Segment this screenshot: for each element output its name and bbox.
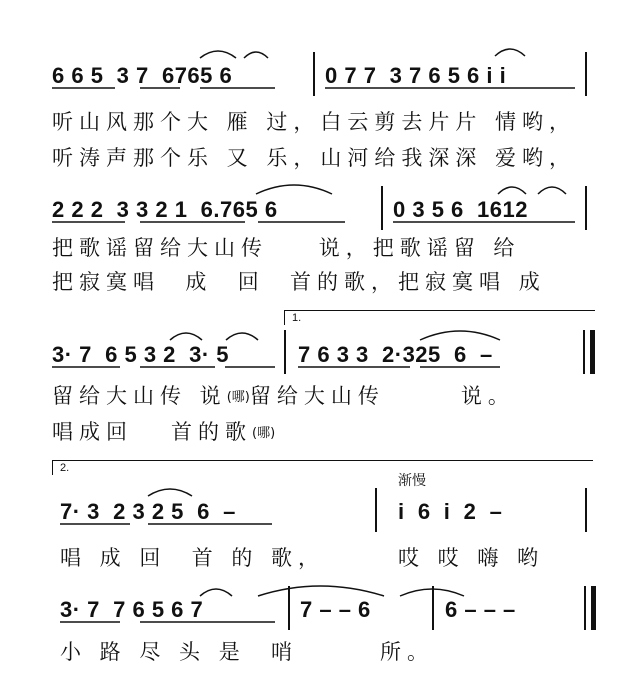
notation-line-3a: 3· 7 6 5 3 2 3· 5 [52, 342, 230, 367]
notation-line-1b: 0 7 7 3 7 6 5 6 i i [325, 63, 507, 88]
slur [256, 185, 332, 194]
slur [538, 187, 566, 194]
slur [200, 589, 232, 596]
notation-line-4b: i 6 i 2 – [398, 499, 503, 524]
volta-label-2: 2. [60, 462, 70, 474]
lyric-small: (哪) [226, 389, 250, 405]
slur [420, 331, 500, 340]
notation-line-5a: 3· 7 7 6 5 6 7 [60, 597, 204, 622]
lyric-line-5a: 小 路 尽 头 是 哨 [60, 640, 299, 664]
lyric-segment: 留给大山传 说 [52, 384, 227, 408]
slur [498, 187, 526, 194]
lyric-line-5b: 所。 [380, 640, 434, 664]
slur [148, 489, 192, 496]
lyric-line-1a: 听山风那个大 雁 过，白云剪去片片 情哟， [52, 110, 577, 134]
slur [400, 589, 464, 596]
lyric-line-4a: 唱 成 回 首 的 歌， [60, 546, 326, 570]
lyric-line-1b: 听涛声那个乐 又 乐，山河给我深深 爱哟， [52, 146, 577, 170]
slur [258, 586, 384, 596]
tempo-marking: 渐慢 [398, 473, 426, 489]
notation-line-2b: 0 3 5 6 1612 [393, 197, 528, 222]
notation-line-1a: 6 6 5 3 7 6765 6 [52, 63, 233, 88]
lyric-small: (哪) [252, 425, 276, 441]
lyric-line-2a: 把歌谣留给大山传 说，把歌谣留 给 [52, 236, 521, 260]
lyric-line-2b: 把寂寞唱 成 回 首的歌，把寂寞唱 成 [52, 270, 546, 294]
slur [226, 333, 258, 340]
notation-line-2a: 2 2 2 3 3 2 1 6.765 6 [52, 197, 278, 222]
notation-line-5c: 6 – – – [445, 597, 516, 622]
volta-label-1: 1. [292, 312, 302, 324]
lyric-segment: 留给大山传 说。 [249, 384, 515, 408]
slur [495, 49, 525, 56]
lyric-segment: 唱成回 首的歌 [52, 420, 253, 444]
notation-line-4a: 7· 3 2 3 2 5 6 – [60, 499, 236, 524]
notation-line-3b: 7 6 3 3 2·325 6 – [298, 342, 493, 367]
notation-line-5b: 7 – – 6 [300, 597, 371, 622]
slur [170, 333, 202, 340]
slur [200, 51, 236, 58]
slur [244, 52, 268, 58]
lyric-line-4b: 哎 哎 嗨 哟 [398, 546, 545, 570]
